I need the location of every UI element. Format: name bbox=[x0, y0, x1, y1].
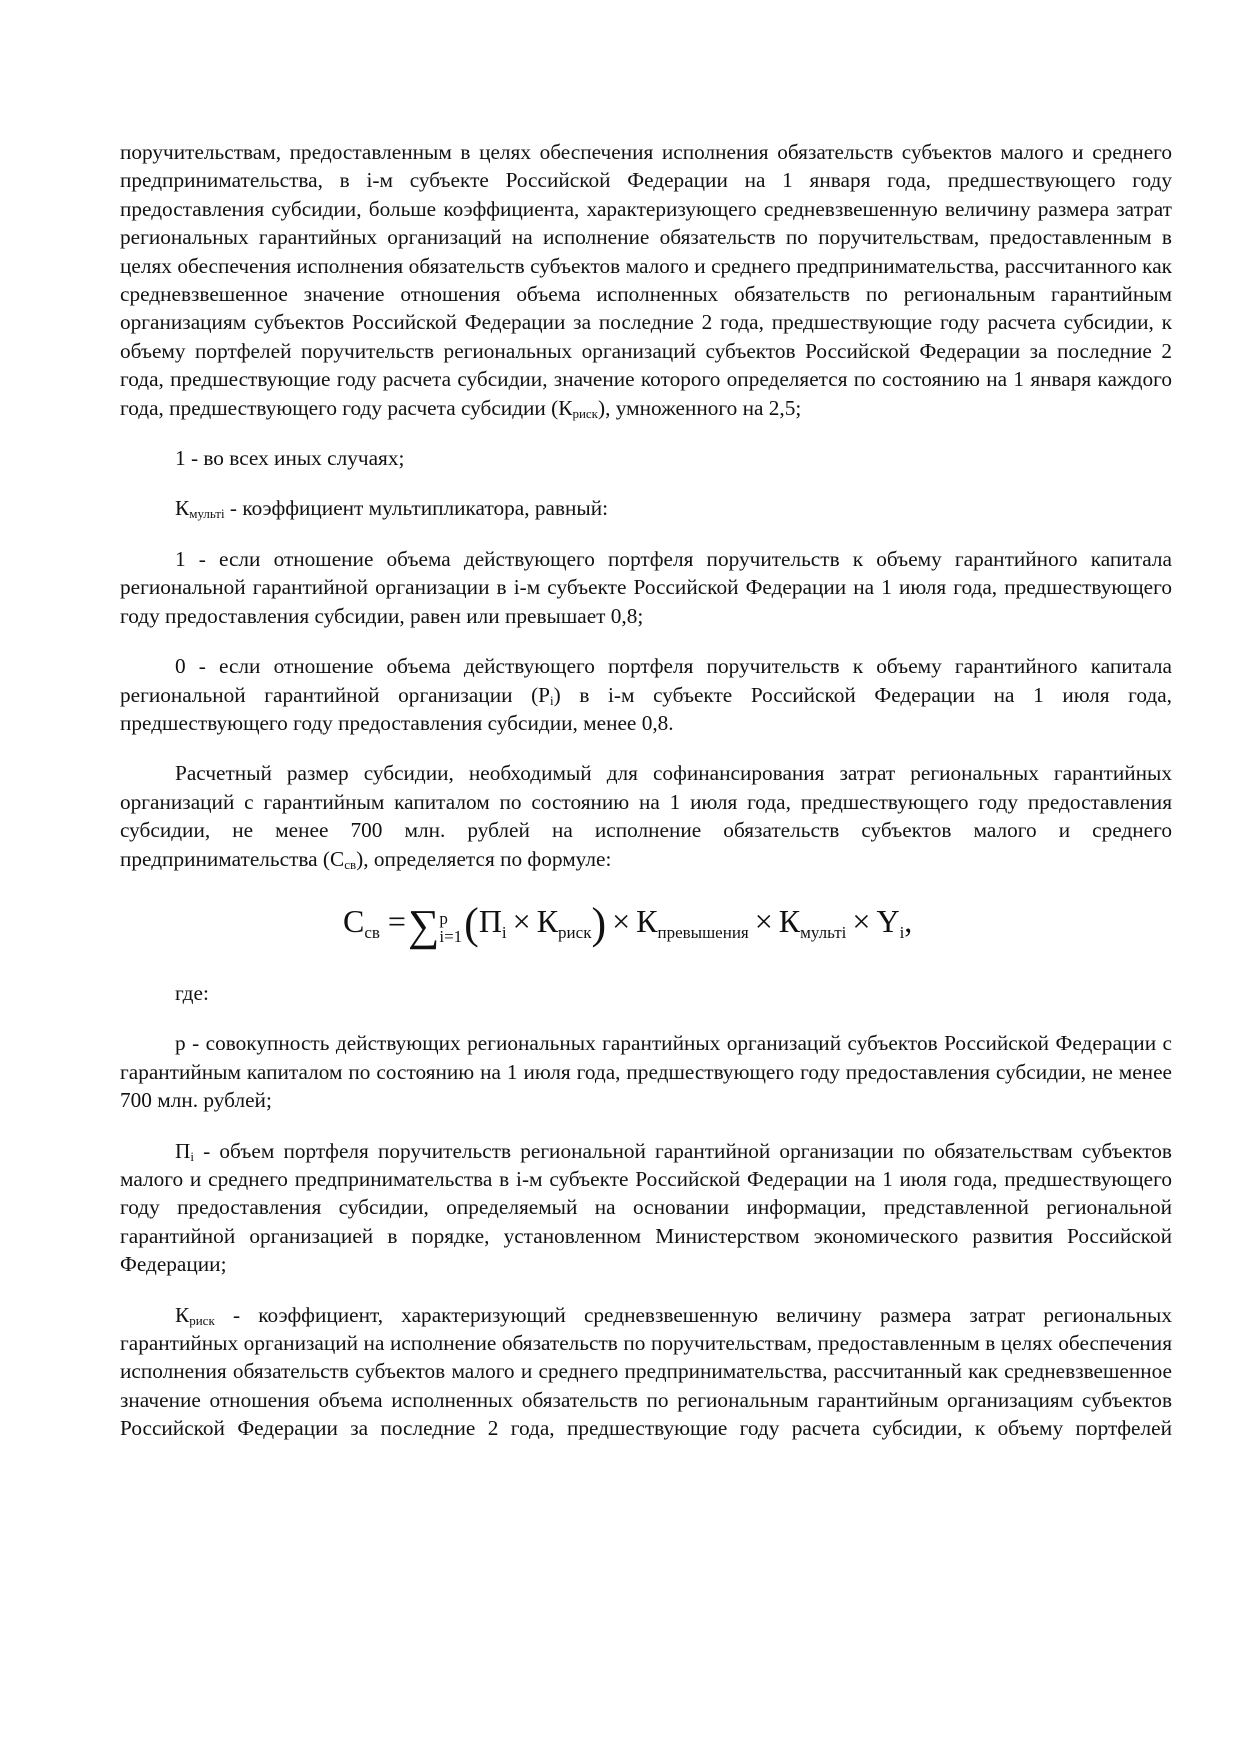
subscript-i: i bbox=[190, 1148, 195, 1164]
symbol-k: К bbox=[175, 496, 190, 521]
formula-pi-sub: i bbox=[501, 922, 507, 942]
open-paren: ( bbox=[464, 898, 479, 948]
formula-comma: , bbox=[904, 902, 913, 939]
formula-k-risk: К bbox=[536, 902, 559, 939]
formula-k-excess-sub: превышения bbox=[657, 922, 749, 942]
spacer bbox=[120, 1279, 1172, 1301]
paragraph-text: ), умноженного на 2,5; bbox=[598, 395, 802, 420]
sum-limits bbox=[439, 910, 462, 946]
paragraph-continuation bbox=[120, 138, 1172, 422]
spacer bbox=[120, 1007, 1172, 1029]
subsidy-formula bbox=[120, 887, 1172, 979]
spacer bbox=[120, 422, 1172, 444]
paragraph-text: где: bbox=[175, 980, 209, 1005]
paragraph-text: ) в i-м субъекте Российской Федерации на 1 июля года, предшествующего году предоставления субсидии, менее 0,8. bbox=[120, 682, 1172, 735]
formula-k-multi-sub: мультi bbox=[800, 922, 847, 942]
times-sign: × bbox=[852, 902, 871, 939]
sum-lower: i=1 bbox=[439, 926, 463, 946]
formula-k-excess: К bbox=[636, 902, 658, 939]
subscript-risk: риск bbox=[572, 405, 598, 421]
spacer bbox=[120, 523, 1172, 545]
symbol-k: К bbox=[175, 1302, 190, 1327]
paragraph-text: Расчетный размер субсидии, необходимый для софинансирования затрат региональных гарантийных организаций с гарантийным капиталом по состоянию на 1 июля года, предшествующего году предоставления субсидии, не менее 700 млн. рублей на исполнение обязательств субъектов малого и среднего предпринимательства (С bbox=[120, 761, 1172, 871]
spacer bbox=[120, 737, 1172, 759]
paragraph-where bbox=[120, 979, 1172, 1007]
paragraph-text: - коэффициент мультипликатора, равный: bbox=[224, 496, 609, 521]
sum-icon: ∑ bbox=[407, 900, 440, 950]
paragraph-text: 0 - если отношение объема действующего портфеля поручительств к объему гарантийного капитала региональной гарантийной организации (P bbox=[120, 654, 1172, 707]
paragraph-text: - объем портфеля поручительств региональной гарантийной организации по обязательствам субъектов малого и среднего предпринимательства в i-м субъекте Российской Федерации на 1 июля года, предшествующего году предоставления субсидии, определяемый на основании информации, представленной региональной гарантийной организацией в порядке, установленном Министерством экономического развития Российской Федерации; bbox=[120, 1138, 1172, 1277]
paragraph-text: 1 - во всех иных случаях; bbox=[175, 446, 405, 471]
paragraph-multi-zero bbox=[120, 652, 1172, 737]
paragraph-text: p - совокупность действующих региональных гарантийных организаций субъектов Российской Федерации с гарантийным капиталом по состоянию на 1 июля года, предшествующего году предоставления субсидии, не менее 700 млн. рублей; bbox=[120, 1031, 1172, 1113]
paragraph-k-risk-definition bbox=[120, 1301, 1172, 1443]
times-sign: × bbox=[512, 902, 531, 939]
formula-pi: П bbox=[478, 902, 502, 939]
paragraph-k-multi-definition bbox=[120, 494, 1172, 522]
paragraph-text: - коэффициент, характеризующий средневзвешенную величину размера затрат региональных гарантийных организаций на исполнение обязательств по поручительствам, предоставленным в целях обеспечения исполнения обязательств субъектов малого и среднего предпринимательства, рассчитанный как средневзвешенное значение отношения объема исполненных обязательств по региональным гарантийным организациям субъектов Российской Федерации за последние 2 года, предшествующие году расчета субсидии, к объему портфелей bbox=[120, 1302, 1172, 1441]
formula-k-risk-sub: риск bbox=[558, 922, 592, 942]
document-page bbox=[120, 138, 1172, 1443]
symbol-pi: П bbox=[175, 1138, 191, 1163]
spacer bbox=[120, 630, 1172, 652]
paragraph-text: 1 - если отношение объема действующего портфеля поручительств к объему гарантийного капитала региональной гарантийной организации в i-м субъекте Российской Федерации на 1 июля года, предшествующего году предоставления субсидии, равен или превышает 0,8; bbox=[120, 546, 1172, 628]
subscript-risk: риск bbox=[189, 1312, 215, 1328]
subscript-i: i bbox=[550, 692, 554, 708]
times-sign: × bbox=[754, 902, 773, 939]
spacer bbox=[120, 472, 1172, 494]
subscript-multi: мультi bbox=[189, 506, 225, 522]
paragraph-subsidy-calc bbox=[120, 759, 1172, 873]
formula-lhs-sub: св bbox=[364, 922, 380, 942]
formula-expression bbox=[343, 898, 913, 953]
subscript-sv: св bbox=[344, 856, 357, 872]
equals-sign: = bbox=[387, 902, 406, 939]
formula-y-sub: i bbox=[899, 922, 905, 942]
paragraph-p-definition bbox=[120, 1029, 1172, 1114]
formula-k-multi: К bbox=[778, 902, 801, 939]
formula-y: Y bbox=[876, 902, 900, 939]
sum-upper: p bbox=[439, 908, 448, 928]
close-paren: ) bbox=[591, 898, 607, 948]
paragraph-text: поручительствам, предоставленным в целях обеспечения исполнения обязательств субъектов малого и среднего предпринимательства, в i-м субъекте Российской Федерации на 1 января года, предшествующего году предоставления субсидии, больше коэффициента, характеризующего средневзвешенную величину размера затрат региональных гарантийных организаций на исполнение обязательств по поручительствам, предоставленным в целях обеспечения исполнения обязательств субъектов малого и среднего предпринимательства, рассчитанного как средневзвешенное значение отношения объема исполненных обязательств по региональным гарантийным организациям субъектов Российской Федерации за последние 2 года, предшествующие году расчета субсидии, к объему портфелей поручительств региональных организаций субъектов Российской Федерации за последние 2 года, предшествующие году расчета субсидии, значение которого определяется по состоянию на 1 января каждого года, предшествующего году расчета субсидии (К bbox=[120, 140, 1172, 420]
spacer bbox=[120, 1115, 1172, 1137]
paragraph-other-cases bbox=[120, 444, 1172, 472]
paragraph-multi-one bbox=[120, 545, 1172, 630]
paragraph-text: ), определяется по формуле: bbox=[356, 846, 612, 871]
formula-lhs: С bbox=[343, 902, 365, 939]
times-sign: × bbox=[612, 902, 631, 939]
paragraph-pi-definition bbox=[120, 1137, 1172, 1279]
